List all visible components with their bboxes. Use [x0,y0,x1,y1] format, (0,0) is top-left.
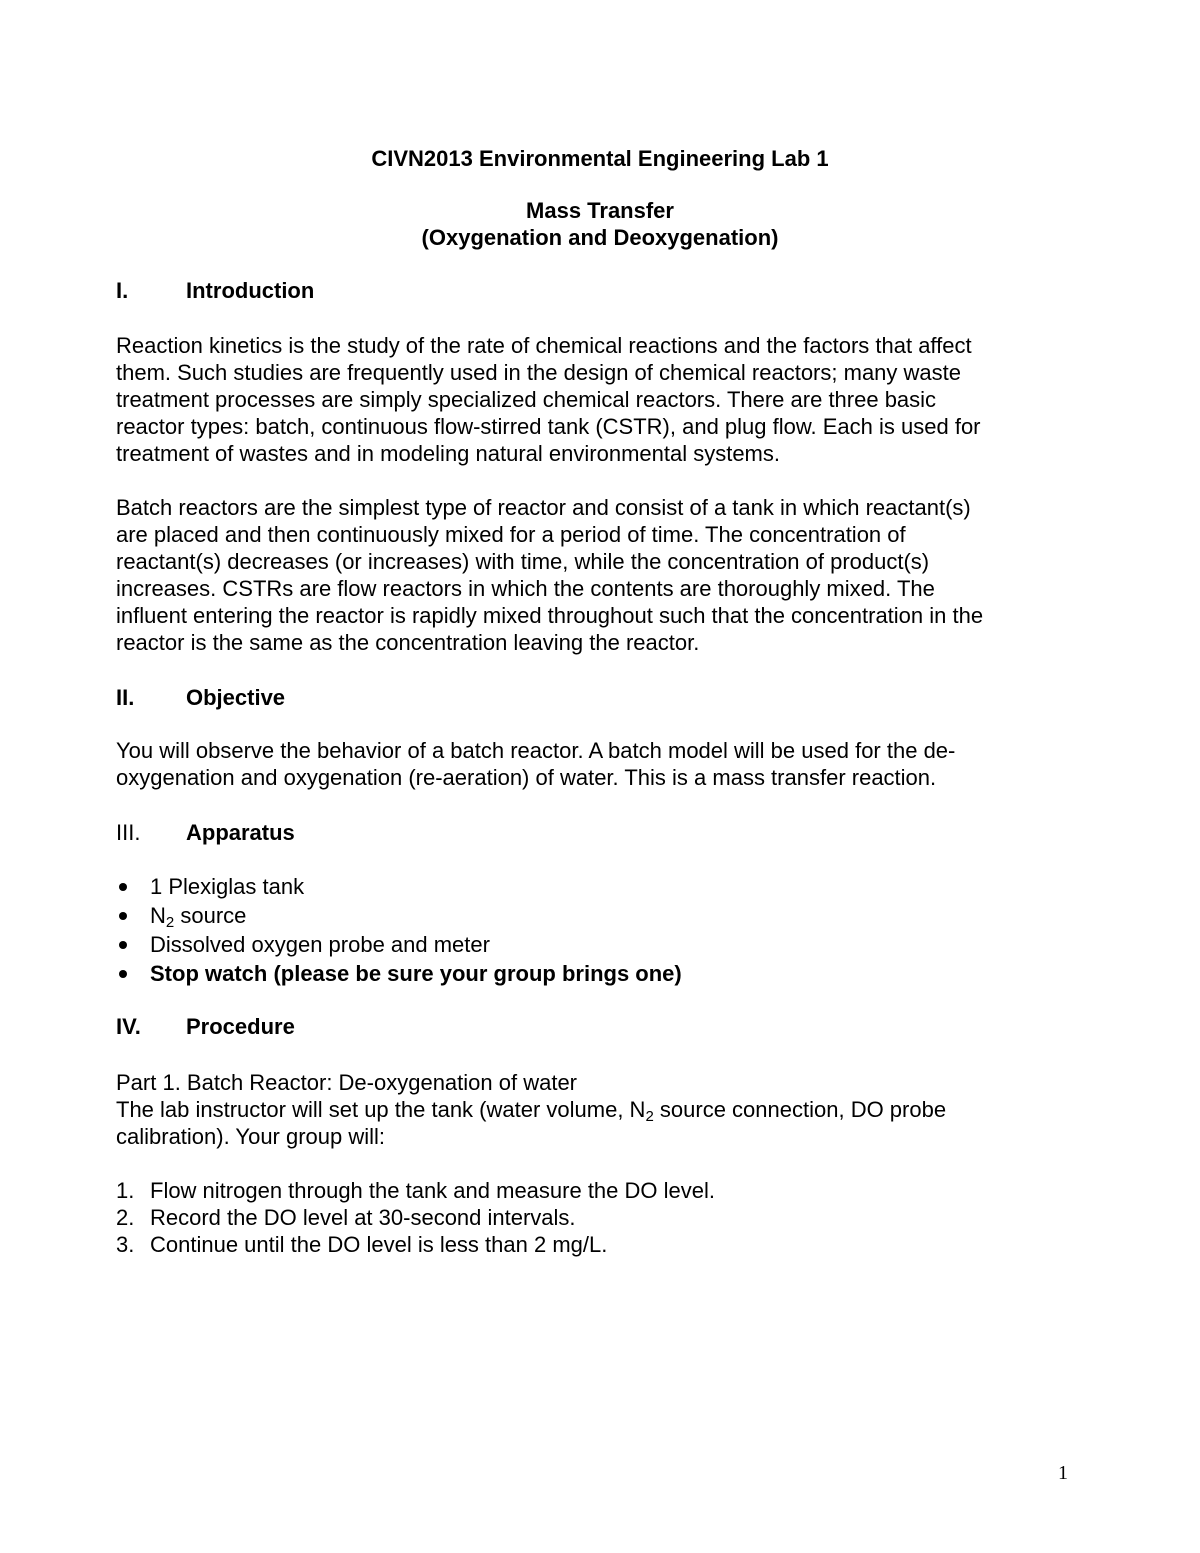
page-number: 1 [1058,1462,1068,1484]
section-title: Introduction [186,278,315,303]
step-text: Continue until the DO level is less than 2 mg/L. [150,1232,608,1257]
list-item [116,1231,715,1258]
text-line: oxygenation and oxygenation (re-aeration) of water. This is a mass transfer reaction. [116,765,937,790]
section-heading-procedure [116,1013,295,1040]
step-number: 3. [116,1232,135,1257]
text-line: reactor types: batch, continuous flow-stirred tank (CSTR), and plug flow. Each is used for [116,414,981,439]
text-line: reactor is the same as the concentration leaving the reactor. [116,630,700,655]
section-number: I. [116,278,129,303]
document-subtitle-2: (Oxygenation and Deoxygenation) [421,225,779,250]
list-item: $N_2$ source [116,901,682,930]
procedure-steps [116,1177,715,1258]
text-line: increases. CSTRs are flow reactors in which the contents are thoroughly mixed. The [116,576,935,601]
section-title: Procedure [186,1014,295,1039]
list-item: 1 Plexiglas tank [116,872,682,901]
list-item: Stop watch (please be sure your group brings one) [116,959,682,988]
bullet-icon [119,970,127,978]
section-title: Apparatus [186,820,295,845]
text-line: them. Such studies are frequently used in the design of chemical reactors; many waste [116,360,961,385]
text-line: The lab instructor will set up the tank (water volume, $N_2$ source connection, DO probe [116,1097,947,1125]
apparatus-list [116,872,682,988]
part-title: Part 1. Batch Reactor: De-oxygenation of water [116,1070,578,1095]
section-heading-objective [116,684,285,711]
section-title: Objective [186,685,286,710]
bullet-icon [119,912,127,920]
text-line: reactant(s) decreases (or increases) with time, while the concentration of product(s) [116,549,930,574]
text-line: calibration). Your group will: [116,1124,386,1149]
text-line: influent entering the reactor is rapidly mixed throughout such that the concentration in the [116,603,984,628]
step-text: Record the DO level at 30-second intervals. [150,1205,576,1230]
document-title: CIVN2013 Environmental Engineering Lab 1 [371,146,829,171]
text-line: You will observe the behavior of a batch reactor. A batch model will be used for the de- [116,738,956,763]
bullet-icon [119,883,127,891]
list-item [116,1204,715,1231]
section-number: II. [116,685,135,710]
section-heading-apparatus [116,819,295,846]
section-number: III. [116,820,141,845]
list-item [116,1177,715,1204]
introduction-paragraph-1 [116,332,1056,467]
text-line: treatment processes are simply specialized chemical reactors. There are three basic [116,387,937,412]
step-number: 1. [116,1178,135,1203]
text-line: Batch reactors are the simplest type of reactor and consist of a tank in which reactant(s) [116,495,971,520]
section-heading-introduction [116,277,314,304]
document-subtitle: Mass Transfer [526,198,674,223]
introduction-paragraph-2 [116,494,1056,656]
objective-paragraph [116,737,1056,791]
step-text: Flow nitrogen through the tank and measure the DO level. [150,1178,715,1203]
procedure-intro [116,1069,1056,1150]
bullet-icon [119,941,127,949]
section-number: IV. [116,1014,141,1039]
list-item: Dissolved oxygen probe and meter [116,930,682,959]
text-line: Reaction kinetics is the study of the rate of chemical reactions and the factors that affect [116,333,972,358]
text-line: treatment of wastes and in modeling natural environmental systems. [116,441,780,466]
step-number: 2. [116,1205,135,1230]
text-line: are placed and then continuously mixed for a period of time. The concentration of [116,522,906,547]
